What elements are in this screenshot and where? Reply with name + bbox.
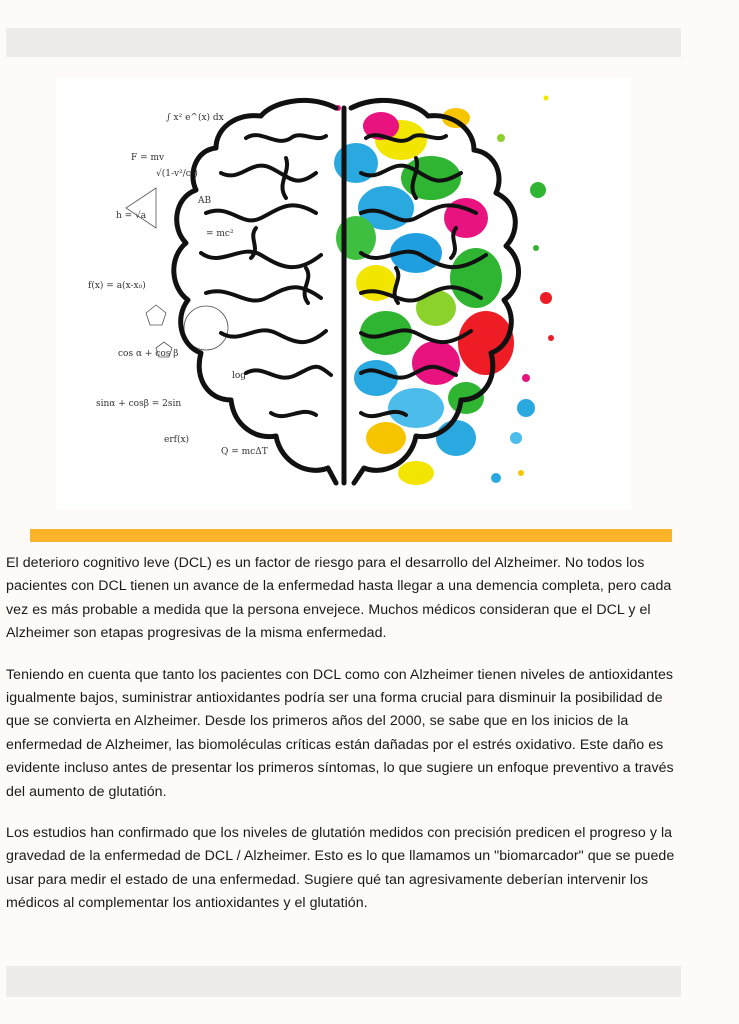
paragraph-1: El deterioro cognitivo leve (DCL) es un factor de riesgo para el desarrollo del Alzheimer. No todos los pacientes con DCL tienen un avance de la enfermedad hasta llegar a una demencia completa, pero cada vez es más probable a medida que la persona envejece. Muchos médicos consideran que el DCL y el Alzheimer son etapas progresivas de la misma enfermedad. xyxy=(6,555,672,642)
paragraph-2: Teniendo en cuenta que tanto los pacientes con DCL como con Alzheimer tienen niveles de antioxidantes igualmente bajos, suministrar antioxidantes podría ser una forma crucial para disminuir la posibilidad de que se convierta en Alzheimer. Desde los primeros años del 2000, se sabe que en los inicios de la enfermedad de Alzheimer, las biomoléculas críticas están dañadas por el estrés oxidativo. Este daño es evidente incluso antes de presentar los primeros síntomas, lo que sugiere un enfoque preventivo a través del aumento de glutatión. xyxy=(6,666,674,800)
accent-divider xyxy=(30,529,672,542)
accent-divider-bar xyxy=(30,529,672,542)
svg-text:log: log xyxy=(232,371,247,381)
bottom-banner-band xyxy=(6,966,681,997)
svg-text:Q = mcΔT: Q = mcΔT xyxy=(221,447,268,457)
brain-illustration xyxy=(56,78,631,510)
svg-text:AB: AB xyxy=(198,196,212,206)
svg-text:sinα + cosβ = 2sin: sinα + cosβ = 2sin xyxy=(96,399,182,409)
svg-text:h = √a: h = √a xyxy=(116,211,147,221)
brain-left-math-right-paint-icon xyxy=(56,78,631,510)
svg-text:erf(x): erf(x) xyxy=(164,435,190,445)
paragraph-3: Los estudios han confirmado que los niveles de glutatión medidos con precisión predicen el progreso y la gravedad de la enfermedad de DCL / Alzheimer. Esto es lo que llamamos un "biomarcador" que se puede usar para medir el estado de una enfermedad. Sugiere qué tan agresivamente deberían intervenir los médicos al complementar los antioxidantes y el glutatión. xyxy=(6,825,675,912)
article-body xyxy=(6,552,678,934)
top-banner-band xyxy=(6,28,681,57)
svg-text:√(1-v²/c²): √(1-v²/c²) xyxy=(156,169,198,179)
svg-text:cos α + cos β: cos α + cos β xyxy=(118,349,179,359)
svg-text:= mc²: = mc² xyxy=(206,229,234,239)
svg-text:∫ x² e^(x) dx: ∫ x² e^(x) dx xyxy=(166,113,224,123)
svg-text:f(x) = a(x-x₀): f(x) = a(x-x₀) xyxy=(88,281,146,291)
svg-text:F = mv: F = mv xyxy=(131,153,165,163)
